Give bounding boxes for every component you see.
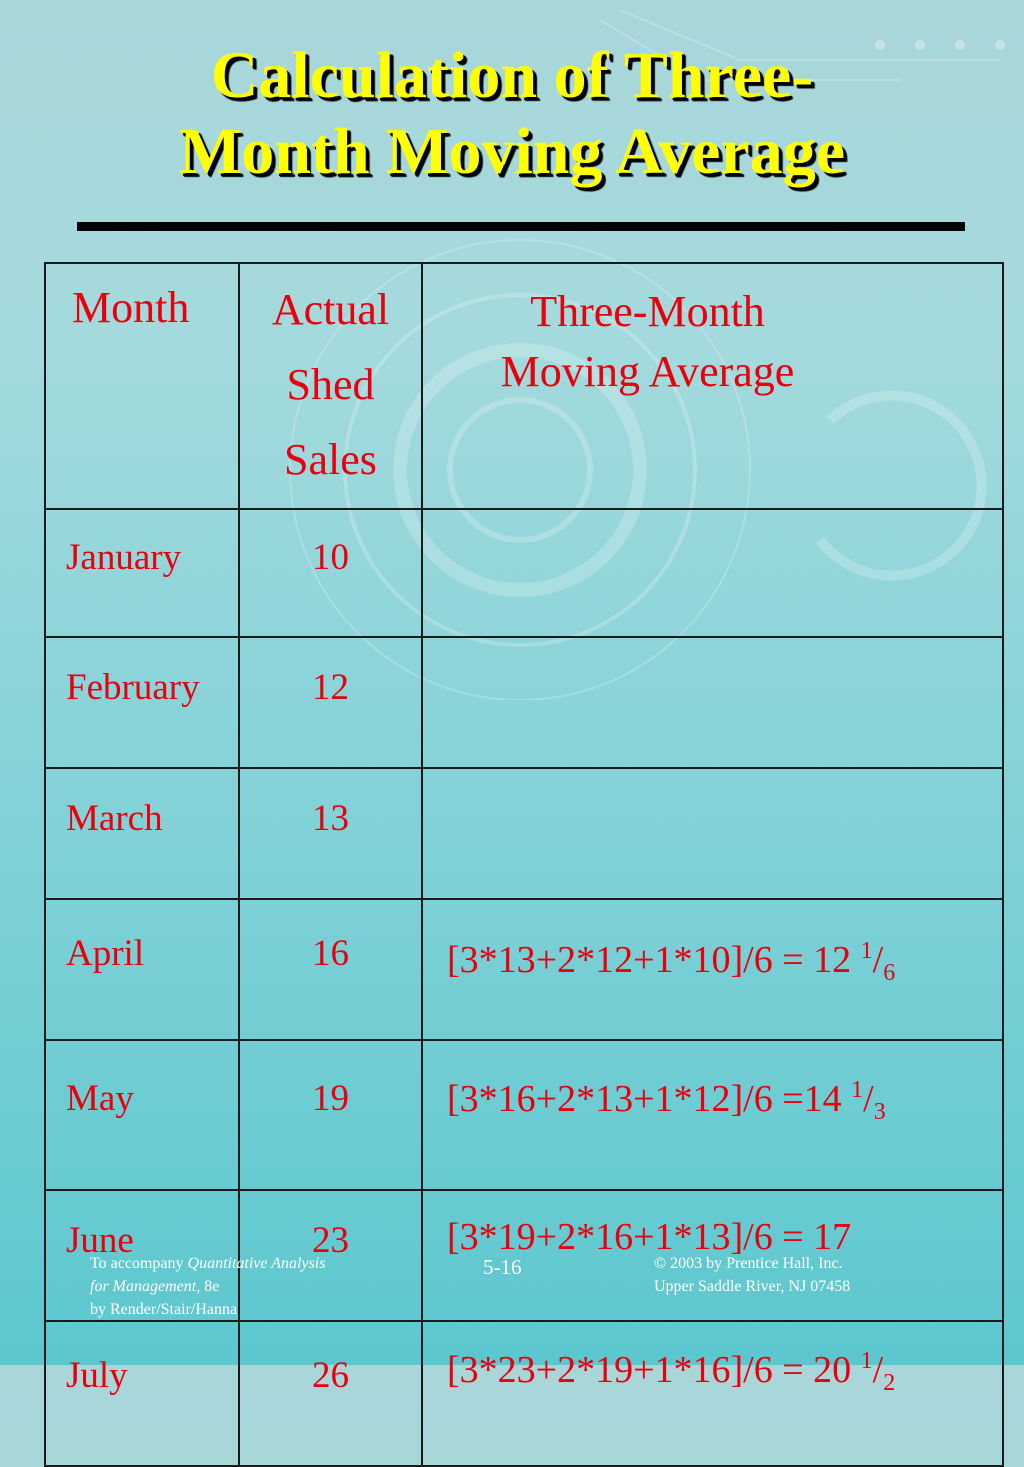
footer-book-credit (90, 1252, 325, 1321)
footer-copyright-line-2: Upper Saddle River, NJ 07458 (654, 1278, 851, 1295)
footer-book-title-2: for Management, (90, 1278, 201, 1295)
footer-copyright-line-1: © 2003 by Prentice Hall, Inc. (654, 1255, 843, 1272)
average-cell: [3*16+2*13+1*12]/6 =14 $^1/_3$ (422, 1040, 1003, 1190)
header-actual-line: Actual (271, 285, 390, 334)
actual-sales-cell: 26 (239, 1321, 422, 1466)
table-row (45, 899, 1003, 1040)
header-actual-shed-sales (239, 263, 422, 509)
month-cell: March (45, 768, 239, 899)
average-formula: [3*13+2*12+1*10]/6 = 12 (447, 939, 861, 981)
footer-credit-line-1 (90, 1252, 325, 1275)
average-cell (422, 509, 1003, 637)
average-formula: [3*23+2*19+1*16]/6 = 20 (447, 1349, 861, 1391)
month-cell: July (45, 1321, 239, 1466)
header-average-line: Moving Average (500, 347, 795, 396)
header-average-line: Three-Month (530, 287, 765, 336)
actual-sales-cell: 16 (239, 899, 422, 1040)
month-cell: January (45, 509, 239, 637)
title-divider (77, 222, 965, 231)
table-row (45, 1040, 1003, 1190)
footer-book-title: Quantitative Analysis (187, 1255, 326, 1272)
actual-sales-cell: 19 (239, 1040, 422, 1190)
average-formula: [3*19+2*16+1*13]/6 = 17 (447, 1216, 852, 1258)
footer-credit-line-2 (90, 1275, 325, 1298)
month-cell: May (45, 1040, 239, 1190)
footer-edition: 8e (200, 1278, 220, 1295)
fraction-numerator: 1 (851, 1077, 864, 1103)
average-cell (422, 637, 1003, 768)
month-cell: February (45, 637, 239, 768)
actual-sales-cell: 10 (239, 509, 422, 637)
actual-sales-cell: 13 (239, 768, 422, 899)
fraction-numerator: 1 (860, 938, 873, 964)
footer-copyright (654, 1252, 850, 1298)
header-actual-line: Shed (286, 360, 375, 409)
header-actual-line: Sales (284, 435, 377, 484)
fraction-numerator: 1 (860, 1348, 873, 1374)
actual-sales-cell: 12 (239, 637, 422, 768)
slide-title (0, 38, 1024, 190)
table-row (45, 637, 1003, 768)
title-line-2: Month Moving Average (178, 115, 846, 188)
fraction-denominator: 3 (873, 1099, 886, 1125)
footer-prefix: To accompany (90, 1255, 188, 1272)
average-cell: [3*23+2*19+1*16]/6 = 20 $^1/_2$ (422, 1321, 1003, 1466)
header-month: Month (45, 263, 239, 509)
title-line-1: Calculation of Three- (210, 39, 814, 112)
month-cell: June (45, 1190, 239, 1321)
fraction-denominator: 6 (883, 960, 896, 986)
month-cell: April (45, 899, 239, 1040)
footer-authors: by Render/Stair/Hanna (90, 1301, 238, 1318)
header-three-month-average (422, 263, 1003, 509)
table-row (45, 768, 1003, 899)
average-formula: [3*16+2*13+1*12]/6 =14 (447, 1078, 852, 1120)
average-cell (422, 768, 1003, 899)
table-row (45, 509, 1003, 637)
table-row (45, 1321, 1003, 1466)
average-cell: [3*13+2*12+1*10]/6 = 12 $^1/_6$ (422, 899, 1003, 1040)
fraction-denominator: 2 (883, 1370, 896, 1396)
table-header-row (45, 263, 1003, 509)
actual-sales-cell: 23 (239, 1190, 422, 1321)
page-number: 5-16 (483, 1255, 522, 1279)
